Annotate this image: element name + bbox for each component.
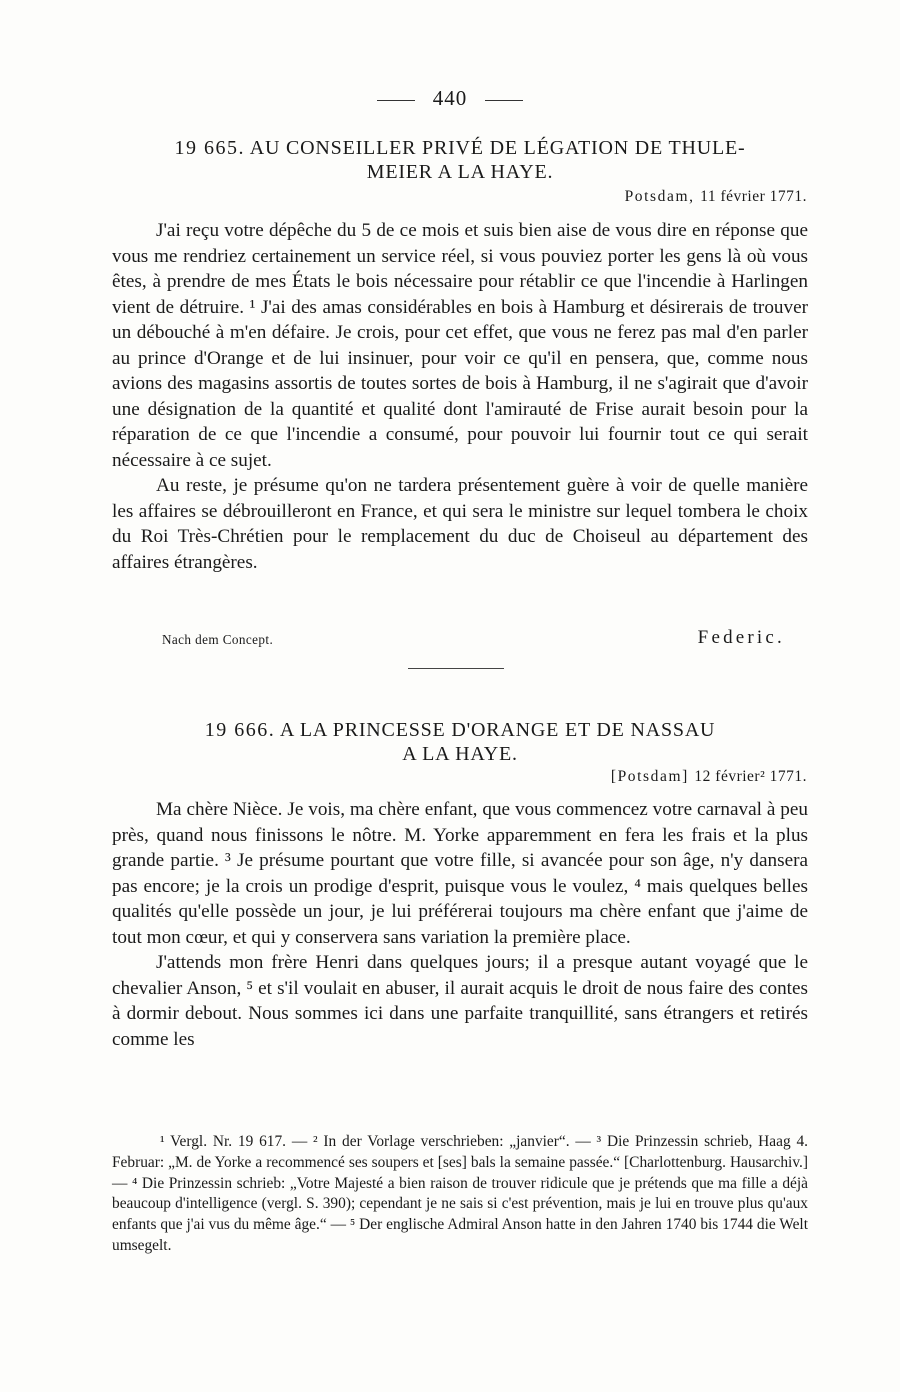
page-number: 440 (432, 86, 468, 110)
letter-1-place: Potsdam, (624, 188, 695, 205)
letter-2-body (112, 797, 808, 1052)
signature: Federic. (697, 627, 785, 648)
section-separator (408, 668, 504, 669)
letter-1-paragraph-1: J'ai reçu votre dépêche du 5 de ce mois et suis bien aise de vous dire en réponse que vous me rendriez certainement un service réel, si vous pouviez porter les gens là où vous êtes, à prendre de mes États le bois nécessaire pour rétablir ce que l'incendie à Harlingen vient de détruire. ¹ J'ai des amas considérables en bois à Hamburg et désirerais de trouver un débouché à m'en défaire. Je crois, pour cet effet, que vous ne ferez pas mal d'en parler au prince d'Orange et de lui insinuer, pour voir ce qu'il en pensera, que, comme nous avions des magasins assortis de toutes sortes de bois à Hamburg, il ne s'agirait que d'avoir une désignation de la quantité et qualité dont l'amirauté de Frise aurait besoin pour la réparation de ce que l'incendie a consumé, pour pouvoir lui fournir tout ce qui serait nécessaire à ce sujet. (112, 220, 809, 471)
letter-2-date: 12 février² 1771. (694, 768, 807, 785)
letter-2-place: [Potsdam] (610, 768, 689, 785)
page-header (0, 86, 900, 111)
letter-2-number: 19 666. (204, 719, 276, 741)
header-dash-right (485, 100, 523, 101)
letter-2-title-line-2: A LA HAYE. (402, 743, 518, 765)
letter-2-title-line-1: 19 666. A LA PRINCESSE D'ORANGE ET DE NASSAU (204, 719, 716, 741)
letter-1-title-line-1: 19 665. AU CONSEILLER PRIVÉ DE LÉGATION DE THULE- (174, 137, 746, 159)
letter-1-number: 19 665. (174, 137, 246, 159)
letter-2-place-date (611, 768, 807, 786)
letter-2-paragraph-1: Ma chère Nièce. Je vois, ma chère enfant, que vous commencez votre carnaval à peu près, quand nous finissons le nôtre. M. Yorke apparemment en fera les frais et la plus grande partie. ³ Je présume pourtant que votre fille, si avancée pour son âge, n'y dansera pas encore; je la crois un prodige d'esprit, puisque vous le voulez, ⁴ mais quelques belles qualités qu'elle possède un jour, je lui préférerai toujours ma chère enfant que j'aime de tout mon cœur, et qui y conservera sans variation la première place. (112, 799, 809, 948)
letter-1-paragraph-2: Au reste, je présume qu'on ne tardera présentement guère à voir de quelle manière les affaires se débrouilleront en France, et qui sera le ministre sur lequel tombera le choix du Roi Très-Chrétien pour le remplacement du duc de Choiseul au département des affaires étrangères. (112, 475, 809, 573)
source-note: Nach dem Concept. (162, 632, 274, 647)
letter-1-date: 11 février 1771. (700, 188, 807, 205)
footnotes-text: ¹ Vergl. Nr. 19 617. — ² In der Vorlage verschrieben: „janvier“. — ³ Die Prinzessin schrieb, Haag 4. Februar: „M. de Yorke a recommencé ses soupers et [ses] bals la semaine passée.“ [Charlottenburg. Hausarchiv.] — ⁴ Die Prinzessin schrieb: „Votre Majesté a bien raison de trouver ridicule que je prétends que ma fille a déjà beaucoup d'intelligence (vergl. S. 390); cependant je ne sais si c'est prévention, mais je lui en trouve plus qu'aux enfants que j'ai vus du même âge.“ — ⁵ Der englische Admiral Anson hatte in den Jahren 1740 bis 1744 die Welt umsegelt. (112, 1133, 808, 1254)
letter-1-body (112, 218, 808, 575)
letter-1-title-line-2: MEIER A LA HAYE. (366, 161, 554, 183)
letter-2-heading (112, 718, 808, 766)
letter-1-heading (112, 136, 808, 184)
header-dash-left (377, 100, 415, 101)
letter-2-paragraph-2: J'attends mon frère Henri dans quelques jours; il a presque autant voyagé que le chevalier Anson, ⁵ et s'il voulait en abuser, il aurait acquis le droit de nous faire des contes à dormir debout. Nous sommes ici dans une parfaite tranquillité, sans étrangers et retirés comme les (112, 952, 808, 1050)
letter-1-place-date (625, 188, 807, 206)
footnotes (112, 1132, 808, 1257)
